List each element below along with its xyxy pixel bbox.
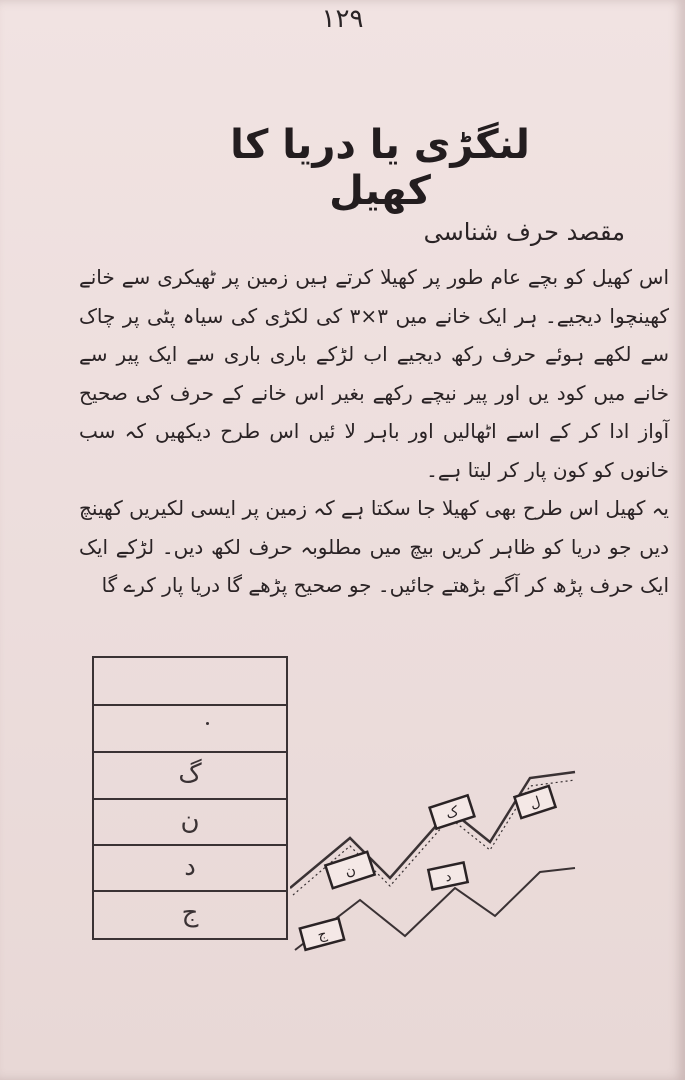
grid-cell: ن <box>94 798 286 846</box>
svg-text:ج: ج <box>315 926 329 944</box>
svg-text:د: د <box>443 868 453 886</box>
grid-cell: گ <box>94 751 286 799</box>
paragraph-2: یہ کھیل اس طرح بھی کھیلا جا سکتا ہے کہ زمین پر ایسی لکیریں کھینچ دیں جو دریا کو ظاہر کریں بیچ میں مطلوبہ حرف لکھ دیں۔ لڑکے ایک ایک حرف پڑھ کر آگے بڑھتے جائیں۔ جو صحیح پڑھے گا دریا پار کرے گا <box>79 496 669 597</box>
dot-mark <box>206 722 209 725</box>
body-text <box>79 258 669 605</box>
svg-text:ن: ن <box>342 861 358 881</box>
grid-cell <box>94 704 286 752</box>
river-diagram <box>290 760 580 960</box>
grid-cell <box>94 658 286 704</box>
page-title: لنگڑی یا دریا کا کھیل <box>230 122 530 214</box>
river-stone <box>325 852 374 888</box>
river-stone <box>300 918 344 950</box>
grid-cell: د <box>94 844 286 892</box>
svg-text:ک: ک <box>443 803 461 823</box>
objective-heading: مقصد حرف شناسی <box>423 218 625 246</box>
page-number: ۱۲۹ <box>321 4 364 34</box>
svg-text:ل: ل <box>527 793 543 813</box>
river-stone <box>428 862 467 889</box>
grid-cell: ج <box>94 890 286 938</box>
hopscotch-grid <box>92 656 288 940</box>
paragraph-1: اس کھیل کو بچے عام طور پر کھیلا کرتے ہیں زمین پر ٹھیکری سے خانے کھینچوا دیجیے۔ ہر ایک خانے میں ۳×۳ کی لکڑی کی سیاہ پٹی پر چاک سے لکھے ہوئے حرف رکھ دیجیے اب لڑکے باری باری سے ایک پیر سے خانے میں کود یں اور پیر نیچے رکھے بغیر اس خانے کے حرف کی صحیح آواز ادا کر کے اسے اٹھالیں اور باہر لا ئیں اس طرح دیکھیں کہ سب خانوں کو کون پار کر لیتا ہے۔ <box>79 265 669 482</box>
